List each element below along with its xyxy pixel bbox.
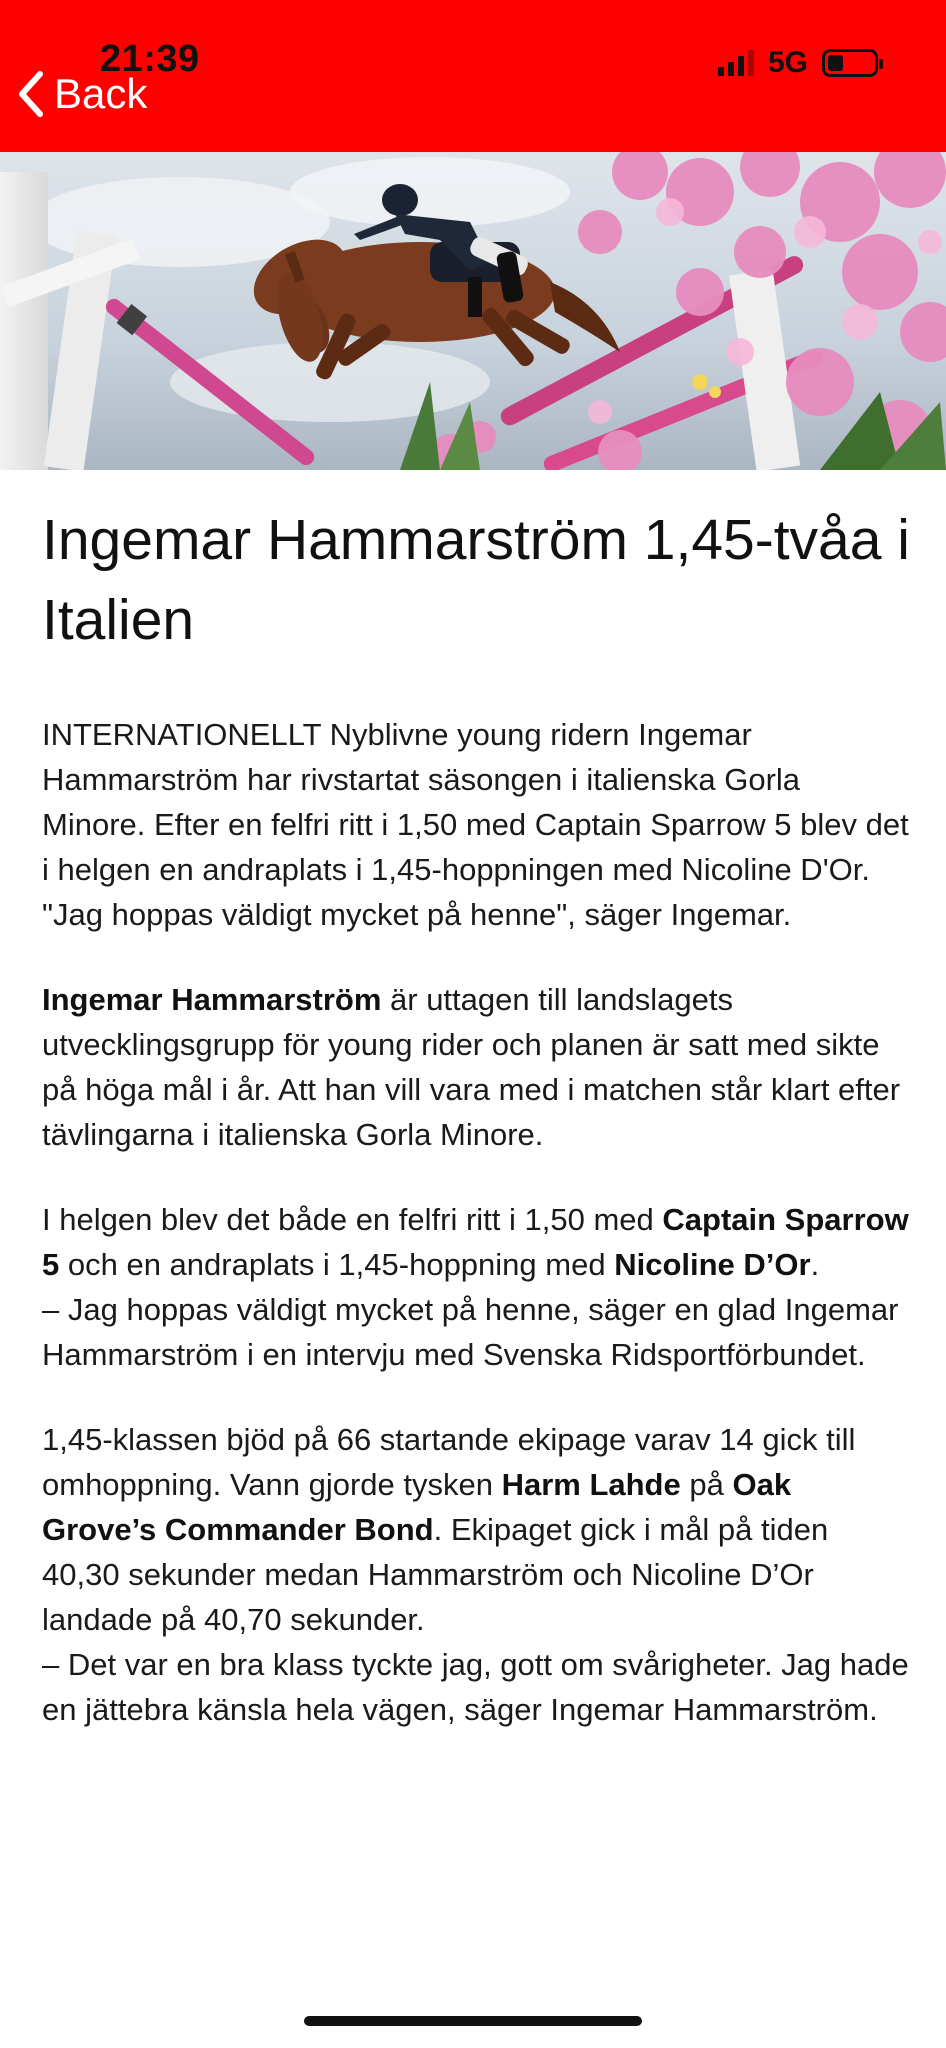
hero-image [0, 152, 946, 470]
article-paragraph-3 [42, 1417, 912, 1732]
paragraph-text: 1,45-klassen bjöd på 66 startande ekipage varav 14 gick till omhoppning. Vann gjorde tysken [42, 1422, 856, 1502]
bold-name: Ingemar Hammarström [42, 982, 382, 1017]
article [42, 500, 912, 1772]
paragraph-text: . Ekipaget gick i mål på tiden 40,30 sekunder medan Hammarström och Nicoline D’Or landade på 40,70 sekunder. [42, 1512, 829, 1637]
quote-text: – Det var en bra klass tyckte jag, gott om svårigheter. Jag hade en jättebra känsla hela vägen, säger Ingemar Hammarström. [42, 1647, 909, 1727]
status-indicators [718, 46, 878, 80]
bold-horse-name: Captain Sparrow 5 [42, 1202, 909, 1282]
bold-rider-name: Harm Lahde [501, 1467, 681, 1502]
bold-horse-name: Oak Grove’s Commander Bond [42, 1467, 792, 1547]
battery-level [828, 55, 843, 71]
home-indicator[interactable] [304, 2016, 642, 2026]
battery-icon [822, 49, 878, 77]
paragraph-text: på [680, 1467, 733, 1502]
paragraph-text: . [810, 1247, 820, 1282]
back-button[interactable] [18, 70, 147, 118]
paragraph-text: och en andraplats i 1,45-hoppning med [59, 1247, 615, 1282]
article-paragraph-1 [42, 977, 912, 1157]
header-bar [0, 0, 946, 152]
article-title: Ingemar Hammarström 1,45-tvåa i Italien [42, 508, 910, 652]
article-paragraph-2 [42, 1197, 912, 1377]
network-type: 5G [767, 46, 808, 79]
show-jumping-photo [0, 152, 946, 470]
status-time: 21:39 [100, 38, 200, 80]
back-label: Back [54, 70, 148, 117]
paragraph-text: I helgen blev det både en felfri ritt i 1,50 med [42, 1202, 663, 1237]
chevron-left-icon [18, 71, 44, 117]
signal-icon [718, 50, 754, 76]
bold-horse-name: Nicoline D’Or [614, 1247, 811, 1282]
article-lead: INTERNATIONELLT Nyblivne young ridern Ingemar Hammarström har rivstartat säsongen i italienska Gorla Minore. Efter en felfri ritt i 1,50 med Captain Sparrow 5 blev det i helgen en andraplats i 1,45-hoppningen med Nicoline D'Or. "Jag hoppas väldigt mycket på henne", säger Ingemar. [42, 717, 909, 932]
quote-text: – Jag hoppas väldigt mycket på henne, säger en glad Ingemar Hammarström i en intervju med Svenska Ridsportförbundet. [42, 1292, 899, 1372]
paragraph-text: är uttagen till landslagets utvecklingsgrupp för young rider och planen är satt med sikte på höga mål i år. Att han vill vara med i matchen står klart efter tävlingarna i italienska Gorla Minore. [42, 982, 901, 1152]
